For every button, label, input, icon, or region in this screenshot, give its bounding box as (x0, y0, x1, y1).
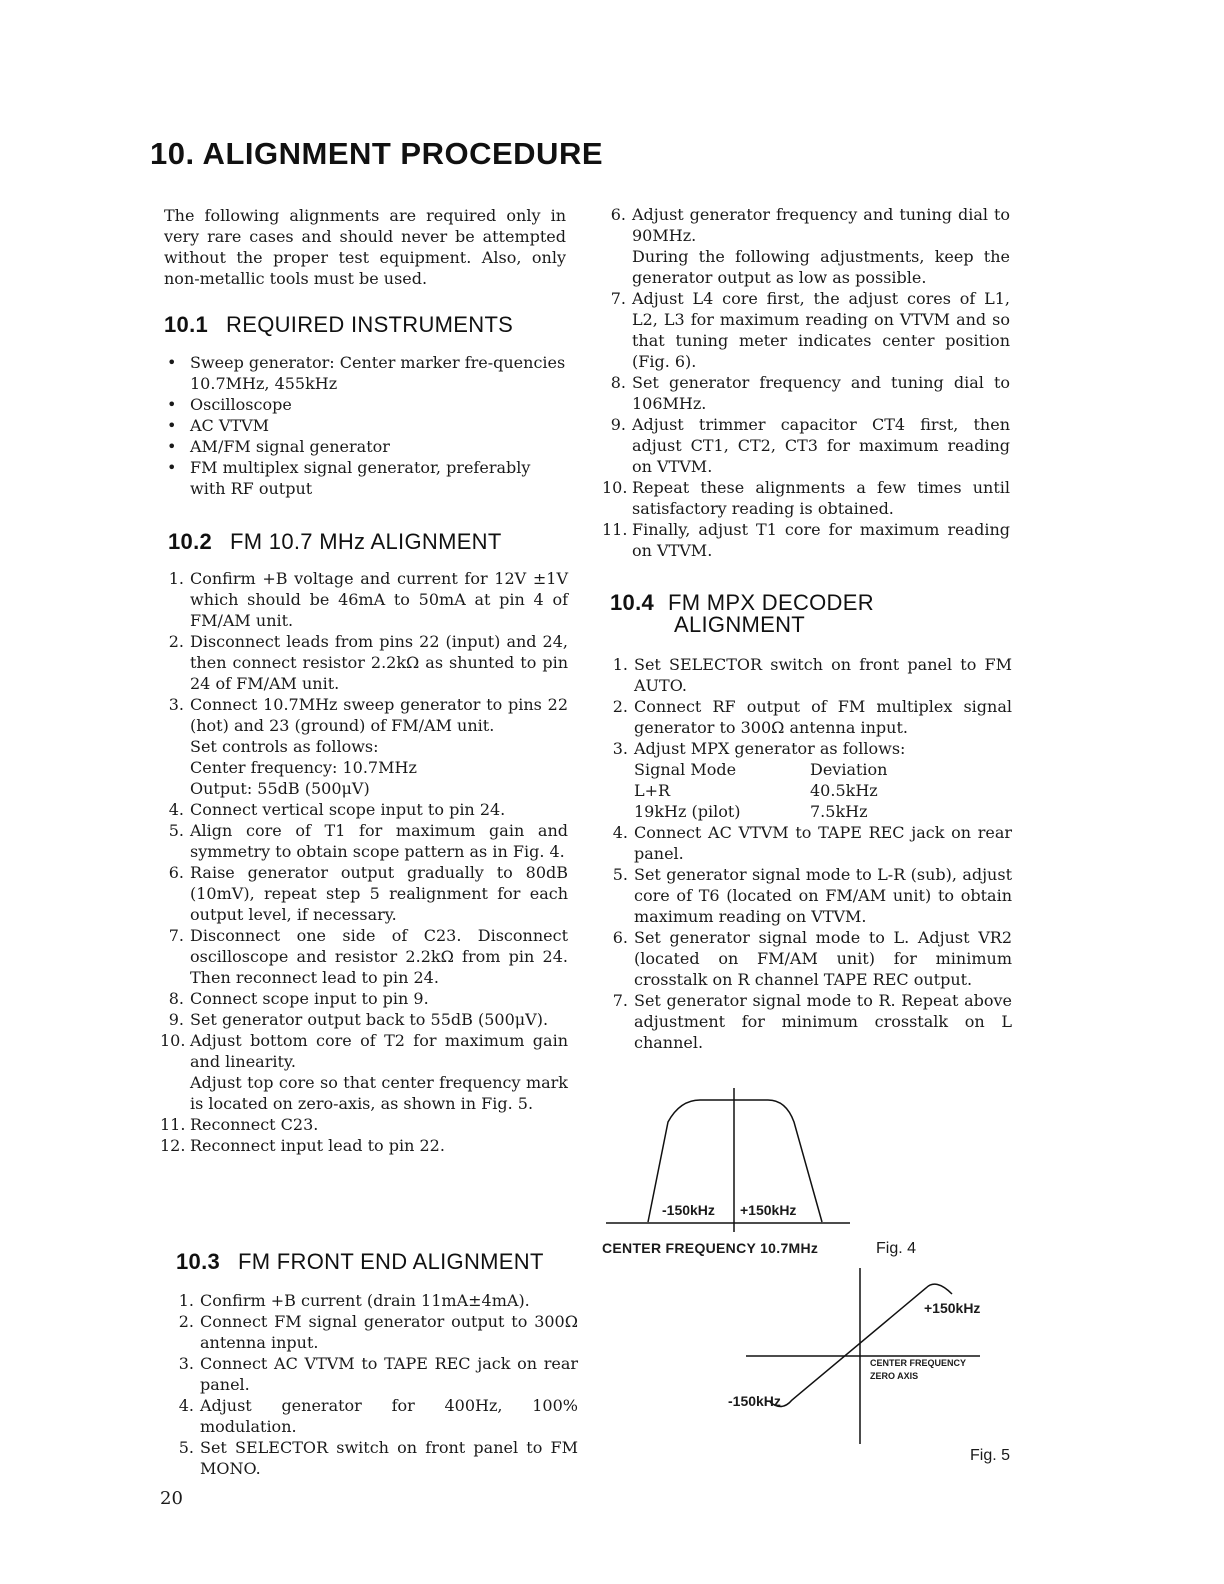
step-text: Finally, adjust T1 core for maximum reading on VTVM. (632, 520, 1010, 560)
step-text: Connect AC VTVM to TAPE REC jack on rear panel. (200, 1354, 578, 1394)
fig4-label: Fig. 4 (876, 1240, 917, 1257)
step-text: Adjust MPX generator as follows: (634, 739, 906, 758)
list-item (160, 799, 568, 820)
step-number: 10. (160, 1031, 186, 1050)
step-text: Set SELECTOR switch on front panel to FM AUTO. (634, 655, 1012, 695)
step-text: Repeat these alignments a few times until satisfactory reading is obtained. (632, 478, 1010, 518)
instrument-list (164, 352, 566, 499)
table-cell: 19kHz (pilot) (634, 802, 741, 821)
step-subline: Output: 55dB (500μV) (190, 779, 370, 798)
step-subline: Adjust top core so that center frequency mark is located on zero-axis, as shown in Fig. 5. (190, 1073, 568, 1113)
step-text: Connect RF output of FM multiplex signal generator to 300Ω antenna input. (634, 697, 1012, 737)
heading-10-1 (164, 314, 513, 336)
fig4-right-label: +150kHz (740, 1202, 797, 1218)
table-cell: L+R (634, 781, 671, 800)
section-title: FM 10.7 MHz ALIGNMENT (230, 529, 502, 554)
list-item (602, 288, 1010, 372)
step-subline: Set controls as follows: (190, 737, 379, 756)
step-number: 4. (168, 800, 184, 819)
step-text: Connect vertical scope input to pin 24. (190, 800, 506, 819)
step-number: 2. (612, 697, 628, 716)
axis-label-line: ZERO AXIS (870, 1371, 919, 1381)
page-title: 10. ALIGNMENT PROCEDURE (150, 136, 604, 171)
step-number: 8. (168, 989, 184, 1008)
list-item (170, 1290, 578, 1311)
section-number: 10.2 (168, 529, 213, 554)
step-number: 9. (610, 415, 626, 434)
table-cell: 40.5kHz (810, 781, 878, 800)
fig5-axis-label (870, 1357, 966, 1383)
table-cell: 7.5kHz (810, 802, 868, 821)
list-item: • Oscilloscope (164, 394, 566, 415)
step-text: Disconnect leads from pins 22 (input) and 24, then connect resistor 2.2kΩ as shunted to pin 24 of FM/AM unit. (190, 632, 568, 693)
step-number: 1. (168, 569, 184, 588)
list-item: • AM/FM signal generator (164, 436, 566, 457)
list-item (160, 820, 568, 862)
step-number: 6. (612, 928, 628, 947)
step-text: Reconnect input lead to pin 22. (190, 1136, 445, 1155)
fig4-diagram (600, 1082, 860, 1232)
list-item (160, 1009, 568, 1030)
steps-10-4 (604, 654, 1012, 1053)
list-item (160, 1135, 568, 1156)
step-number: 12. (160, 1136, 186, 1155)
mpx-settings-table (634, 759, 1012, 822)
list-item (170, 1353, 578, 1395)
list-item (170, 1437, 578, 1479)
list-item (160, 694, 568, 799)
section-title: REQUIRED INSTRUMENTS (226, 312, 514, 337)
heading-10-4-line2: ALIGNMENT (674, 612, 806, 637)
step-number: 10. (602, 478, 628, 497)
list-item (604, 990, 1012, 1053)
fig4-caption: CENTER FREQUENCY 10.7MHz (602, 1240, 819, 1256)
step-text: Adjust generator for 400Hz, 100% modulation. (200, 1396, 578, 1436)
step-number: 2. (178, 1312, 194, 1331)
step-text: Adjust L4 core first, the adjust cores of L1, L2, L3 for maximum reading on VTVM and so that tuning meter indicates center position (Fig. 6). (632, 289, 1010, 371)
step-text: Adjust trimmer capacitor CT4 first, then adjust CT1, CT2, CT3 for maximum reading on VTVM. (632, 415, 1010, 476)
list-item (160, 1114, 568, 1135)
step-number: 3. (612, 739, 628, 758)
step-number: 4. (612, 823, 628, 842)
list-item (160, 568, 568, 631)
step-text: Align core of T1 for maximum gain and symmetry to obtain scope pattern as in Fig. 4. (190, 821, 568, 861)
step-text: Set generator signal mode to L-R (sub), adjust core of T6 (located on FM/AM unit) to obtain maximum reading on VTVM. (634, 865, 1012, 926)
step-number: 7. (612, 991, 628, 1010)
list-item: • Sweep generator: Center marker fre-quencies 10.7MHz, 455kHz (164, 352, 566, 394)
steps-10-3 (170, 1290, 578, 1479)
step-subline: Center frequency: 10.7MHz (190, 758, 417, 777)
step-number: 9. (168, 1010, 184, 1029)
list-item (602, 204, 1010, 288)
list-item (604, 822, 1012, 864)
fig4-left-label: -150kHz (662, 1202, 715, 1218)
step-text: Disconnect one side of C23. Disconnect oscilloscope and resistor 2.2kΩ from pin 24. Then reconnect lead to pin 24. (190, 926, 568, 987)
step-number: 6. (610, 205, 626, 224)
step-number: 8. (610, 373, 626, 392)
step-text: Raise generator output gradually to 80dB (10mV), repeat step 5 realignment for each output level, if necessary. (190, 863, 568, 924)
step-text: Set generator frequency and tuning dial to 106MHz. (632, 373, 1010, 413)
page-number: 20 (160, 1488, 183, 1509)
step-text: Adjust generator frequency and tuning dial to 90MHz. (632, 205, 1010, 245)
section-number: 10.4 (610, 590, 655, 615)
step-number: 4. (178, 1396, 194, 1415)
fig5-positive-label: +150kHz (924, 1300, 981, 1316)
step-number: 5. (168, 821, 184, 840)
step-number: 3. (168, 695, 184, 714)
heading-10-3 (176, 1251, 544, 1273)
heading-10-4 (610, 592, 874, 614)
step-number: 5. (612, 865, 628, 884)
list-item (602, 519, 1010, 561)
list-item: • FM multiplex signal generator, preferably with RF output (164, 457, 566, 499)
step-number: 7. (610, 289, 626, 308)
step-text: Connect scope input to pin 9. (190, 989, 429, 1008)
list-item (160, 862, 568, 925)
list-item: • AC VTVM (164, 415, 566, 436)
section-title: FM MPX DECODER (668, 590, 874, 615)
list-item (160, 1030, 568, 1114)
list-item (170, 1395, 578, 1437)
step-text: Adjust bottom core of T2 for maximum gain and linearity. (190, 1031, 568, 1071)
step-text: Set generator signal mode to R. Repeat above adjustment for minimum crosstalk on L channel. (634, 991, 1012, 1052)
table-header: Signal Mode (634, 760, 737, 779)
step-text: Set generator output back to 55dB (500μV). (190, 1010, 549, 1029)
list-item (604, 654, 1012, 696)
step-number: 11. (160, 1115, 186, 1134)
step-text: Set generator signal mode to L. Adjust VR2 (located on FM/AM unit) for minimum crosstalk on R channel TAPE REC output. (634, 928, 1012, 989)
step-number: 2. (168, 632, 184, 651)
section-number: 10.3 (176, 1249, 221, 1274)
fig5-diagram (740, 1264, 990, 1446)
list-item (604, 927, 1012, 990)
step-subline: During the following adjustments, keep the generator output as low as possible. (632, 247, 1010, 287)
list-item (160, 631, 568, 694)
fig5-negative-label: -150kHz (728, 1393, 781, 1409)
step-number: 3. (178, 1354, 194, 1373)
fig5-label: Fig. 5 (970, 1447, 1011, 1464)
step-number: 5. (178, 1438, 194, 1457)
section-number: 10.1 (164, 312, 209, 337)
step-text: Connect FM signal generator output to 300Ω antenna input. (200, 1312, 578, 1352)
intro-paragraph: The following alignments are required only in very rare cases and should never be attempted without the proper test equipment. Also, only non-metallic tools must be used. (164, 206, 566, 288)
list-item (170, 1311, 578, 1353)
list-item (602, 372, 1010, 414)
heading-10-2 (168, 531, 502, 553)
step-number: 6. (168, 863, 184, 882)
list-item (160, 925, 568, 988)
step-text: Confirm +B voltage and current for 12V ±1V which should be 46mA to 50mA at pin 4 of FM/AM unit. (190, 569, 568, 630)
list-item (604, 738, 1012, 822)
list-item (604, 696, 1012, 738)
step-number: 7. (168, 926, 184, 945)
steps-10-2 (160, 568, 568, 1156)
step-text: Reconnect C23. (190, 1115, 319, 1134)
table-header: Deviation (810, 760, 888, 779)
axis-label-line: CENTER FREQUENCY (870, 1358, 967, 1368)
step-number: 1. (178, 1291, 194, 1310)
step-number: 1. (612, 655, 628, 674)
step-text: Set SELECTOR switch on front panel to FM MONO. (200, 1438, 578, 1478)
steps-10-3-continued (602, 204, 1010, 561)
list-item (604, 864, 1012, 927)
list-item (602, 414, 1010, 477)
step-text: Connect AC VTVM to TAPE REC jack on rear panel. (634, 823, 1012, 863)
list-item (602, 477, 1010, 519)
list-item (160, 988, 568, 1009)
step-number: 11. (602, 520, 628, 539)
step-text: Confirm +B current (drain 11mA±4mA). (200, 1291, 530, 1310)
section-title: FM FRONT END ALIGNMENT (238, 1249, 544, 1274)
step-text: Connect 10.7MHz sweep generator to pins 22 (hot) and 23 (ground) of FM/AM unit. (190, 695, 568, 735)
